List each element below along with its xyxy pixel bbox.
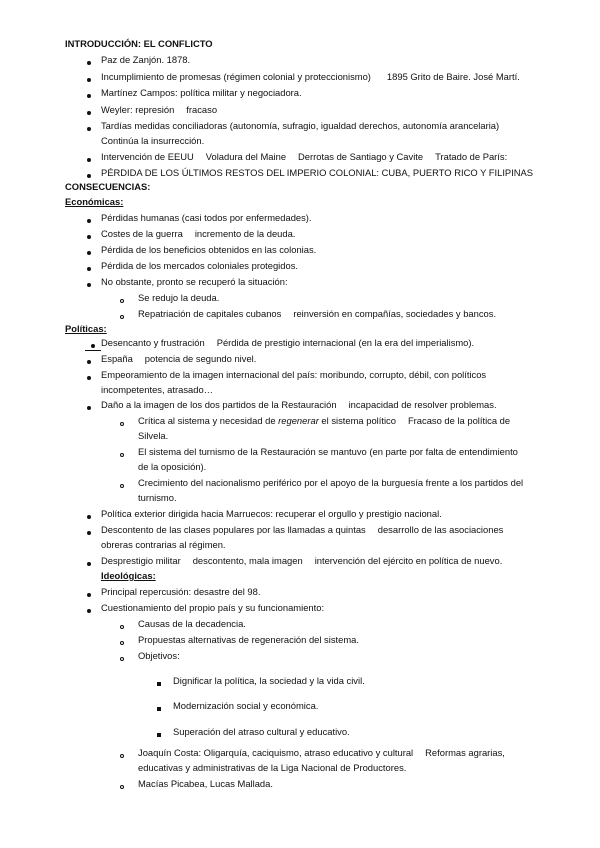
circle-bullet-icon <box>118 417 126 428</box>
sub-list-item: Causas de la decadencia. <box>138 618 246 629</box>
square-bullet-icon <box>155 677 163 688</box>
bullet-icon <box>85 73 93 84</box>
circle-bullet-icon <box>118 780 126 791</box>
list-item: Desencanto y frustración Pérdida de prestigio internacional (en la era del imperialismo). <box>101 337 475 348</box>
bullet-icon <box>85 106 93 117</box>
bullet-icon <box>85 510 93 521</box>
circle-bullet-icon <box>118 749 126 760</box>
circle-bullet-icon <box>118 479 126 490</box>
intro-heading: INTRODUCCIÓN: EL CONFLICTO <box>65 38 213 49</box>
sub-list-item: Crecimiento del nacionalismo periférico por el apoyo de la burguesía frente a los partidos del <box>138 477 524 488</box>
list-item: Descontento de las clases populares por las llamadas a quintas desarrollo de las asociaciones <box>101 524 504 535</box>
sub-list-item: Crítica al sistema y necesidad de regenerar el sistema político Fracaso de la política de <box>138 415 511 426</box>
square-bullet-icon <box>155 702 163 713</box>
bullet-icon <box>85 262 93 273</box>
bullet-icon <box>85 122 93 133</box>
sub-sub-list-item: Dignificar la política, la sociedad y la vida civil. <box>173 675 365 686</box>
sub-sub-list-item: Superación del atraso cultural y educativo. <box>173 726 350 737</box>
square-bullet-icon <box>155 728 163 739</box>
bullet-icon <box>85 230 93 241</box>
list-item: Weyler: represión fracaso <box>101 104 218 115</box>
sub-list-item-continuation: educativas y administrativas de la Liga Nacional de Productores. <box>138 762 407 773</box>
bullet-icon <box>85 89 93 100</box>
bullet-icon <box>85 169 93 180</box>
list-item: España potencia de segundo nivel. <box>101 353 257 364</box>
bullet-icon <box>85 153 93 164</box>
list-item: PÉRDIDA DE LOS ÚLTIMOS RESTOS DEL IMPERIO COLONIAL: CUBA, PUERTO RICO Y FILIPINAS <box>101 167 534 178</box>
list-item: Pérdida de los beneficios obtenidos en las colonias. <box>101 244 317 255</box>
list-item: Martínez Campos: política militar y negociadora. <box>101 87 302 98</box>
bullet-icon <box>85 214 93 225</box>
bullet-icon <box>85 371 93 382</box>
sub-list-item: El sistema del turnismo de la Restauración se mantuvo (en parte por falta de entendimiento <box>138 446 518 457</box>
bullet-icon <box>85 557 93 568</box>
ideologicas-heading: Ideológicas: <box>101 570 156 581</box>
sub-list-item: Joaquín Costa: Oligarquía, caciquismo, atraso educativo y cultural Reformas agrarias, <box>138 747 505 758</box>
list-item: Intervención de EEUU Voladura del Maine Derrotas de Santiago y Cavite Tratado de París: <box>101 151 508 162</box>
politicas-heading: Políticas: <box>65 323 107 334</box>
list-item-continuation: Continúa la insurrección. <box>101 135 205 146</box>
circle-bullet-icon <box>118 448 126 459</box>
list-item: Daño a la imagen de los dos partidos de la Restauración incapacidad de resolver problemas. <box>101 399 497 410</box>
list-item: Costes de la guerra incremento de la deuda. <box>101 228 296 239</box>
bullet-icon <box>85 401 93 412</box>
bullet-icon <box>85 56 93 67</box>
bullet-icon <box>85 246 93 257</box>
list-item: Incumplimiento de promesas (régimen colonial y proteccionismo) 1895 Grito de Baire. José Martí. <box>101 71 520 82</box>
sub-list-item: Macías Picabea, Lucas Mallada. <box>138 778 273 789</box>
circle-bullet-icon <box>118 620 126 631</box>
list-item: Empeoramiento de la imagen internacional del país: moribundo, corrupto, débil, con políticos <box>101 369 487 380</box>
bullet-icon <box>85 278 93 289</box>
circle-bullet-icon <box>118 294 126 305</box>
list-item: No obstante, pronto se recuperó la situación: <box>101 276 288 287</box>
sub-list-item: Repatriación de capitales cubanos reinversión en compañías, sociedades y bancos. <box>138 308 497 319</box>
circle-bullet-icon <box>118 310 126 321</box>
sub-list-item: Objetivos: <box>138 650 180 661</box>
list-item: Cuestionamiento del propio país y su funcionamiento: <box>101 602 325 613</box>
sub-list-item-continuation: de la oposición). <box>138 461 207 472</box>
list-item: Desprestigio militar descontento, mala imagen intervención del ejército en política de nuevo. <box>101 555 503 566</box>
circle-bullet-icon <box>118 652 126 663</box>
bullet-icon <box>85 355 93 366</box>
sub-sub-list-item: Modernización social y económica. <box>173 700 319 711</box>
circle-bullet-icon <box>118 636 126 647</box>
list-item: Política exterior dirigida hacia Marruecos: recuperar el orgullo y prestigio nacional. <box>101 508 442 519</box>
sub-list-item-continuation: turnismo. <box>138 492 177 503</box>
list-item: Pérdida de los mercados coloniales protegidos. <box>101 260 298 271</box>
economicas-heading: Económicas: <box>65 196 124 207</box>
consecuencias-heading: CONSECUENCIAS: <box>65 181 151 192</box>
list-item: Tardías medidas conciliadoras (autonomía, sufragio, igualdad derechos, autonomía arancelaria) <box>101 120 500 131</box>
sub-list-item: Se redujo la deuda. <box>138 292 220 303</box>
bullet-icon <box>85 526 93 537</box>
bullet-icon <box>85 588 93 599</box>
list-item-continuation: obreras contrarias al régimen. <box>101 539 226 550</box>
list-item: Paz de Zanjón. 1878. <box>101 54 191 65</box>
bullet-icon <box>85 339 101 351</box>
list-item-continuation: incompetentes, atrasado… <box>101 384 214 395</box>
sub-list-item: Propuestas alternativas de regeneración del sistema. <box>138 634 359 645</box>
list-item: Pérdidas humanas (casi todos por enfermedades). <box>101 212 312 223</box>
list-item: Principal repercusión: desastre del 98. <box>101 586 261 597</box>
sub-list-item-continuation: Silvela. <box>138 430 169 441</box>
bullet-icon <box>85 604 93 615</box>
